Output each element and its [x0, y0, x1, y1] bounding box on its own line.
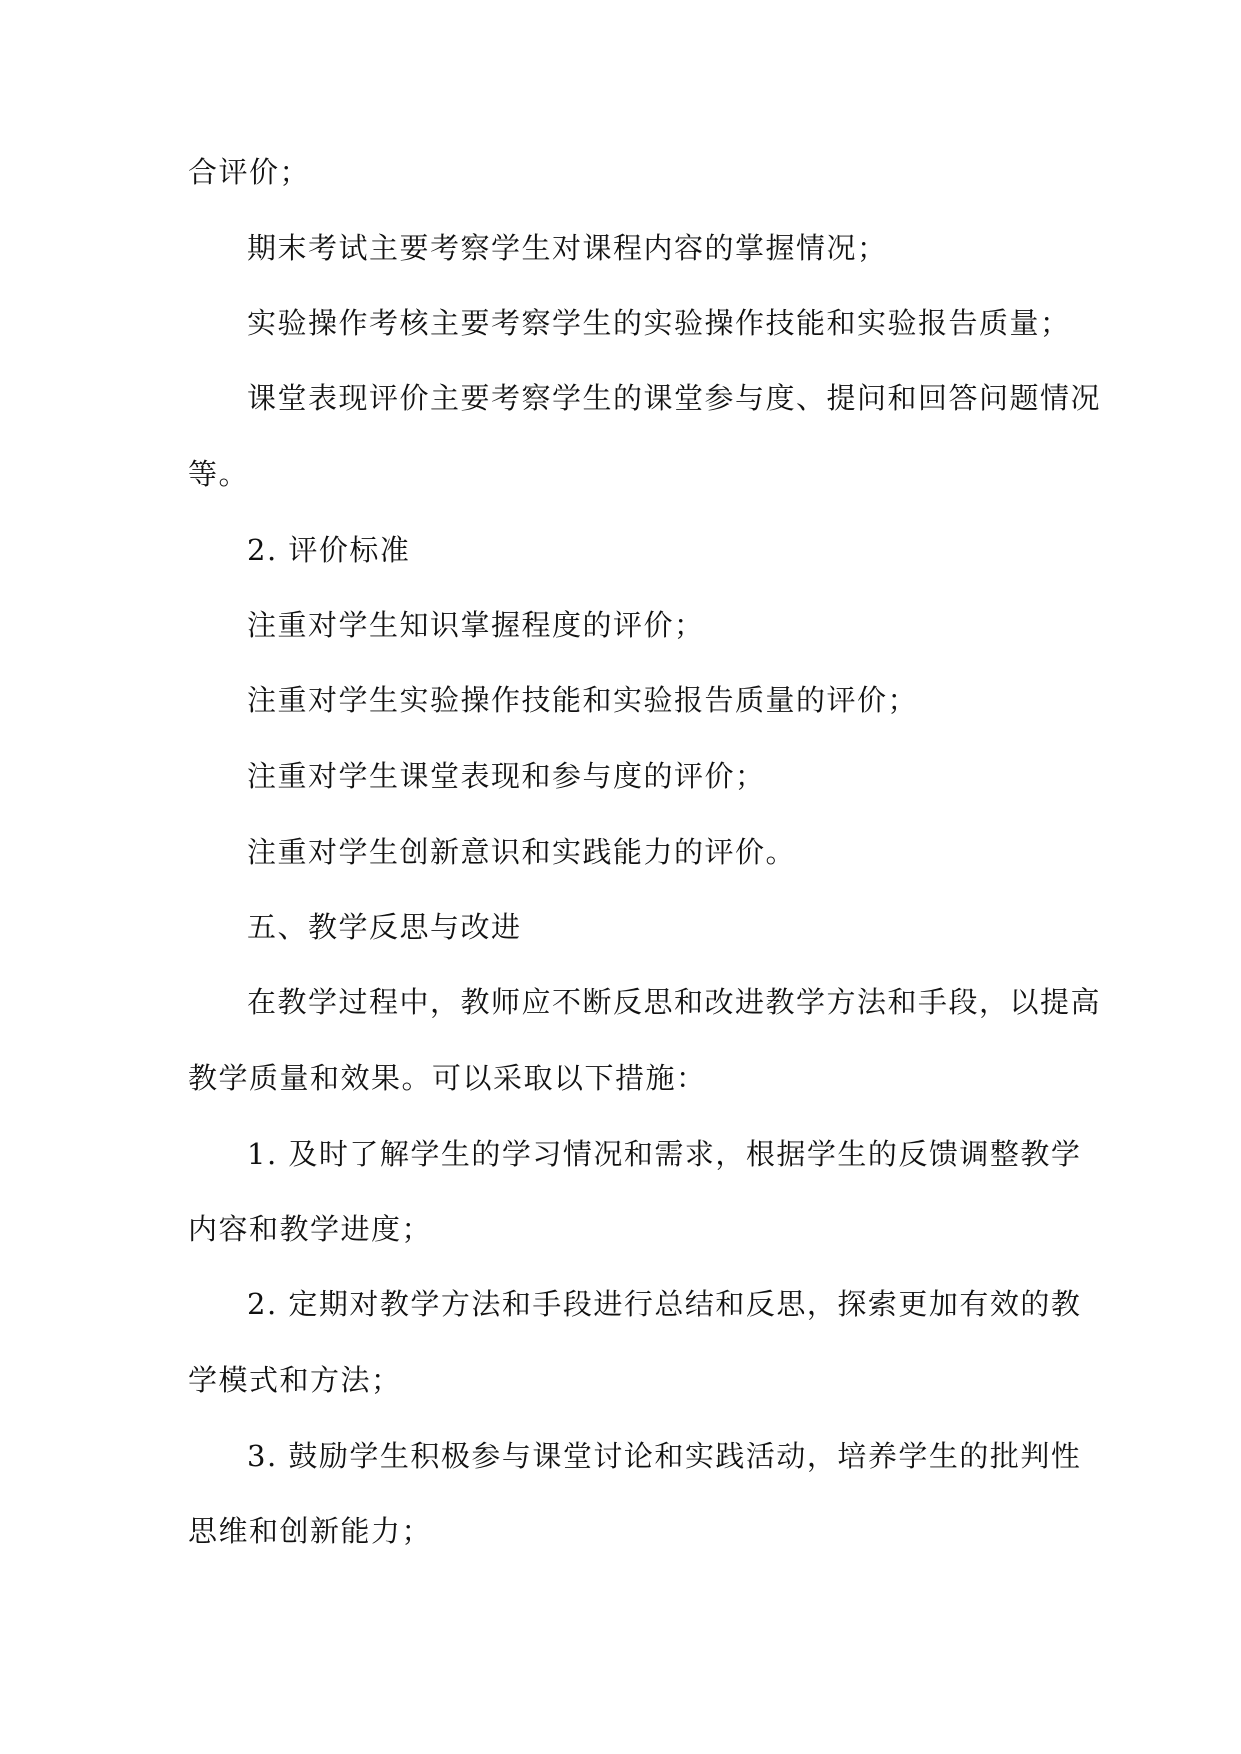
text-line: 注重对学生创新意识和实践能力的评价。 [247, 835, 797, 869]
text-line: 教学质量和效果。可以采取以下措施： [188, 1061, 707, 1095]
text-line: 合评价； [188, 155, 311, 189]
text-line: 注重对学生实验操作技能和实验报告质量的评价； [247, 683, 919, 717]
text-line: 等。 [188, 457, 250, 491]
text-line: 实验操作考核主要考察学生的实验操作技能和实验报告质量； [247, 306, 1071, 340]
text-line: 注重对学生课堂表现和参与度的评价； [247, 759, 766, 793]
text-line: 在教学过程中，教师应不断反思和改进教学方法和手段，以提高 [247, 985, 1102, 1019]
text-line: 学模式和方法； [188, 1363, 402, 1397]
text-line: 课堂表现评价主要考察学生的课堂参与度、提问和回答问题情况 [247, 381, 1102, 415]
section-heading: 2. 评价标准 [247, 533, 411, 567]
text-line: 注重对学生知识掌握程度的评价； [247, 608, 705, 642]
text-line: 内容和教学进度； [188, 1212, 433, 1246]
text-line: 思维和创新能力； [188, 1514, 433, 1548]
list-item: 3. 鼓励学生积极参与课堂讨论和实践活动，培养学生的批判性 [247, 1439, 1082, 1473]
list-item: 1. 及时了解学生的学习情况和需求，根据学生的反馈调整教学 [247, 1137, 1082, 1171]
section-heading: 五、教学反思与改进 [247, 910, 522, 944]
list-item: 2. 定期对教学方法和手段进行总结和反思，探索更加有效的教 [247, 1287, 1082, 1321]
text-line: 期末考试主要考察学生对课程内容的掌握情况； [247, 231, 888, 265]
